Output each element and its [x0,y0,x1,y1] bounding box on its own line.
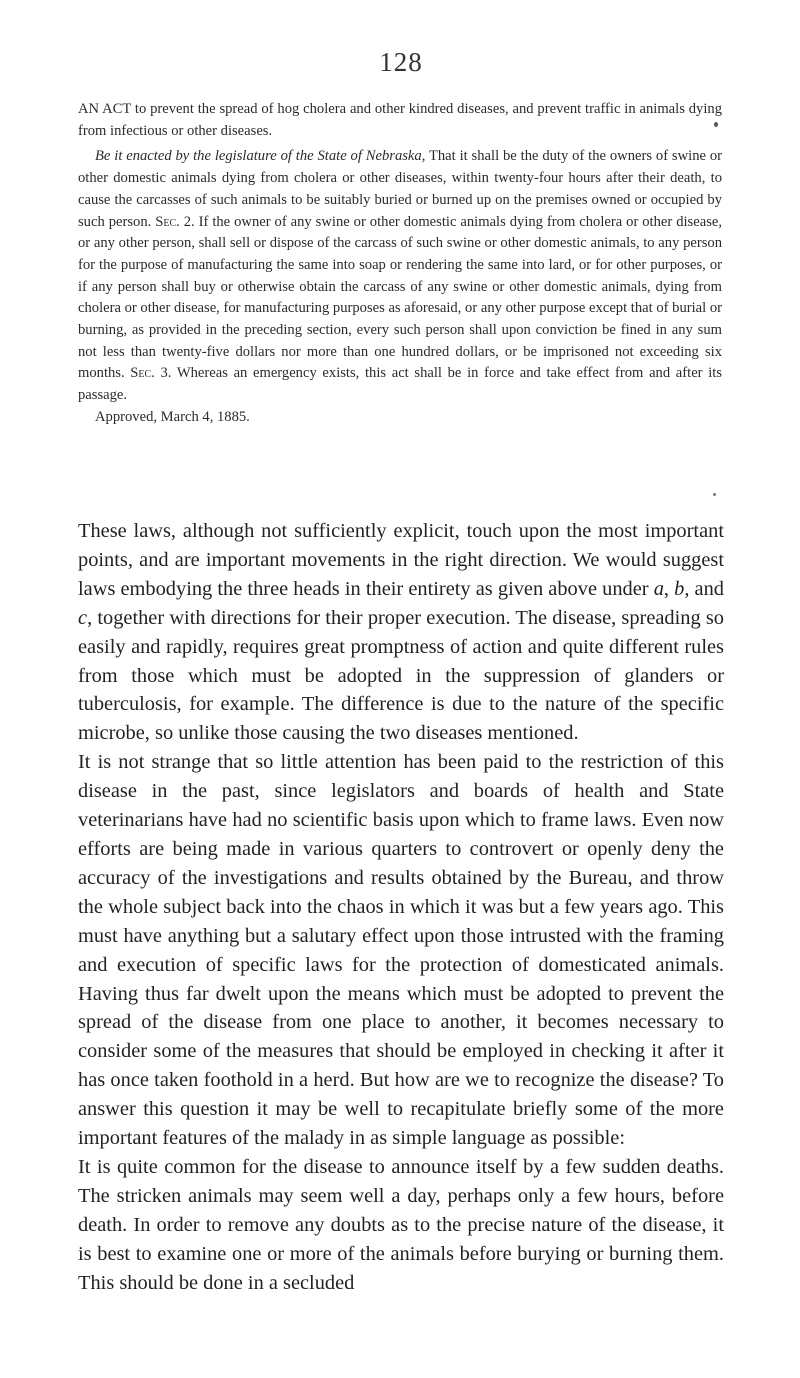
approved-date: Approved, March 4, 1885. [95,408,250,425]
paragraph-1-part-1: These laws, although not sufficiently explicit, touch upon the most important points, and are important movements in the right direction. We would suggest laws embodying the three heads in their entirety as given above under [78,520,724,600]
print-speck [713,493,716,496]
act-text [78,99,722,429]
page-number: 128 [379,47,423,77]
separator: , [663,577,675,600]
commentary-paragraph-2: It is not strange that so little attention has been paid to the restriction of this disease in the past, since legislators and boards of health and State veterinarians have had no scientific basis upon which to frame laws. Even now efforts are being made in various quarters to controvert or openly deny the accuracy of the investigations and results obtained by the Bureau, and throw the whole subject back into the chaos in which it was but a few years ago. This must have anything but a salutary effect upon those intrusted with the framing and execution of specific laws for the protection of domesticated animals. Having thus far dwelt upon the means which must be adopted to prevent the spread of the disease from one place to another, it becomes necessary to consider some of the measures that should be employed in checking it after it has once taken foothold in a herd. But how are we to recognize the disease? To answer this question it may be well to recapitulate briefly some of the more important features of the malady in as simple language as possible: [78,751,724,1150]
head-c: c [78,606,88,629]
section-2-label: Sec. 2. [155,213,195,230]
paragraph-1-part-2: , together with directions for their proper execution. The disease, spreading so easily and rapidly, requires great promptness of action and quite different rules from those which must be adopted in the suppression of glanders or tuberculosis, for example. The difference is due to the nature of the specific microbe, so unlike those causing the two diseases mentioned. [78,606,724,745]
separator: , and [684,577,724,600]
section-2-text: If the owner of any swine or other domestic animals dying from cholera or other disease, or any other person, shall sell or dispose of the carcass of such swine or other domestic animals, to any person for the purpose of manufacturing the same into soap or rendering the same into lard, or for other purposes, or if any person shall buy or otherwise obtain the carcass of any swine or other domestic animals, dying from cholera or other disease, for manufacturing purposes as aforesaid, or any other purpose except that of burial or burning, as provided in the preceding section, every such person shall upon conviction be fined in any sum not less than twenty-five dollars nor more than one hundred dollars, or be imprisoned not exceeding six months. [78,213,722,382]
act-section-1 [78,146,722,406]
section-3-label: Sec. 3. [130,365,172,382]
commentary-paragraph-1 [78,517,724,748]
head-a: a [653,577,664,600]
section-3-text: Whereas an emergency exists, this act shall be in force and take effect from and after its passage. [78,365,722,404]
act-title [78,99,722,142]
head-b: b [674,577,685,600]
enacting-clause: Be it enacted by the legislature of the State of Nebraska, [95,148,426,165]
commentary-text [78,517,724,1297]
act-title-text: AN ACT to prevent the spread of hog cholera and other kindred diseases, and prevent traffic in animals dying from infectious or other diseases. [78,101,722,139]
section-1-text: That it shall be the duty of the owners of swine or other domestic animals dying from cholera or other diseases, within twenty-four hours after their death, to cause the carcasses of such animals to be suitably buried or burned up on the premises owned or occupied by such person. [78,148,722,230]
commentary-paragraph-3: It is quite common for the disease to announce itself by a few sudden deaths. The stricken animals may seem well a day, perhaps only a few hours, before death. In order to remove any doubts as to the precise nature of the disease, it is best to examine one or more of the animals before burying or burning them. This should be done in a secluded [78,1155,724,1294]
